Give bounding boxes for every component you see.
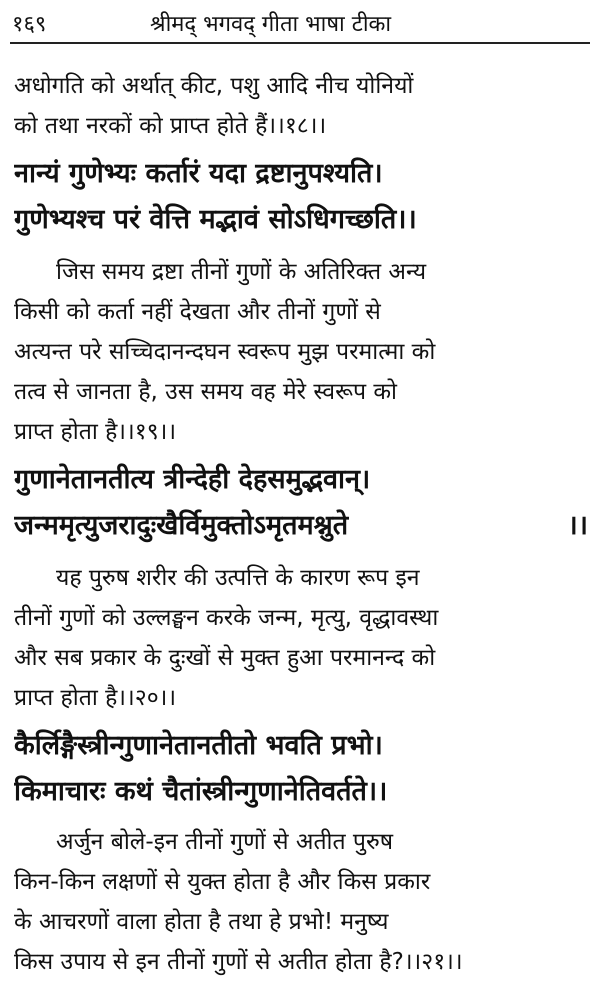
prose-line: जिस समय द्रष्टा तीनों गुणों के अतिरिक्त अन्य xyxy=(56,259,427,285)
prose-line: किसी को कर्ता नहीं देखता और तीनों गुणों से xyxy=(14,299,381,325)
verse-line: गुणेभ्यश्च परं वेत्ति मद्भावं सोऽधिगच्छति।। xyxy=(14,204,417,235)
prose-line: तीनों गुणों को उल्लङ्घन करके जन्म, मृत्यु, वृद्धावस्था xyxy=(14,605,439,631)
verse-end-mark: ।। xyxy=(567,510,588,541)
verse-line: जन्ममृत्युजरादुःखैर्विमुक्तोऽमृतमश्नुते xyxy=(14,510,349,541)
prose-line: किस उपाय से इन तीनों गुणों से अतीत होता है?।।२१।। xyxy=(14,949,463,975)
verse-line: कैर्लिङ्गैस्त्रीन्गुणानेतानतीतो भवति प्रभो। xyxy=(14,730,383,761)
verse-line: नान्यं गुणेभ्यः कर्तारं यदा द्रष्टानुपश्यति। xyxy=(14,158,383,189)
prose-line: तत्व से जानता है, उस समय वह मेरे स्वरूप को xyxy=(14,379,397,405)
prose-line: को तथा नरकों को प्राप्त होते हैं।।१८।। xyxy=(14,113,327,139)
verse-line: गुणानेतानतीत्य त्रीन्देही देहसमुद्भवान्। xyxy=(14,464,371,495)
page-header xyxy=(10,2,590,44)
prose-line: और सब प्रकार के दुःखों से मुक्त हुआ परमानन्द को xyxy=(14,645,436,671)
prose-line: अर्जुन बोले-इन तीनों गुणों से अतीत पुरुष xyxy=(56,829,394,855)
prose-line: अधोगति को अर्थात् कीट, पशु आदि नीच योनियों xyxy=(14,73,414,99)
prose-line: प्राप्त होता है।।१९।। xyxy=(14,419,177,445)
prose-line: यह पुरुष शरीर की उत्पत्ति के कारण रूप इन xyxy=(56,565,420,591)
prose-line: अत्यन्त परे सच्चिदानन्दघन स्वरूप मुझ परमात्मा को xyxy=(14,339,436,365)
running-title: श्रीमद् भगवद् गीता भाषा टीका xyxy=(150,12,392,37)
prose-line: किन-किन लक्षणों से युक्त होता है और किस प्रकार xyxy=(14,869,431,895)
prose-line: प्राप्त होता है।।२०।। xyxy=(14,685,177,711)
verse-line: किमाचारः कथं चैतांस्त्रीन्गुणानेतिवर्तते।। xyxy=(14,776,388,807)
page-number: १६९ xyxy=(12,12,47,37)
prose-line: के आचरणों वाला होता है तथा हे प्रभो! मनुष्य xyxy=(14,909,389,935)
